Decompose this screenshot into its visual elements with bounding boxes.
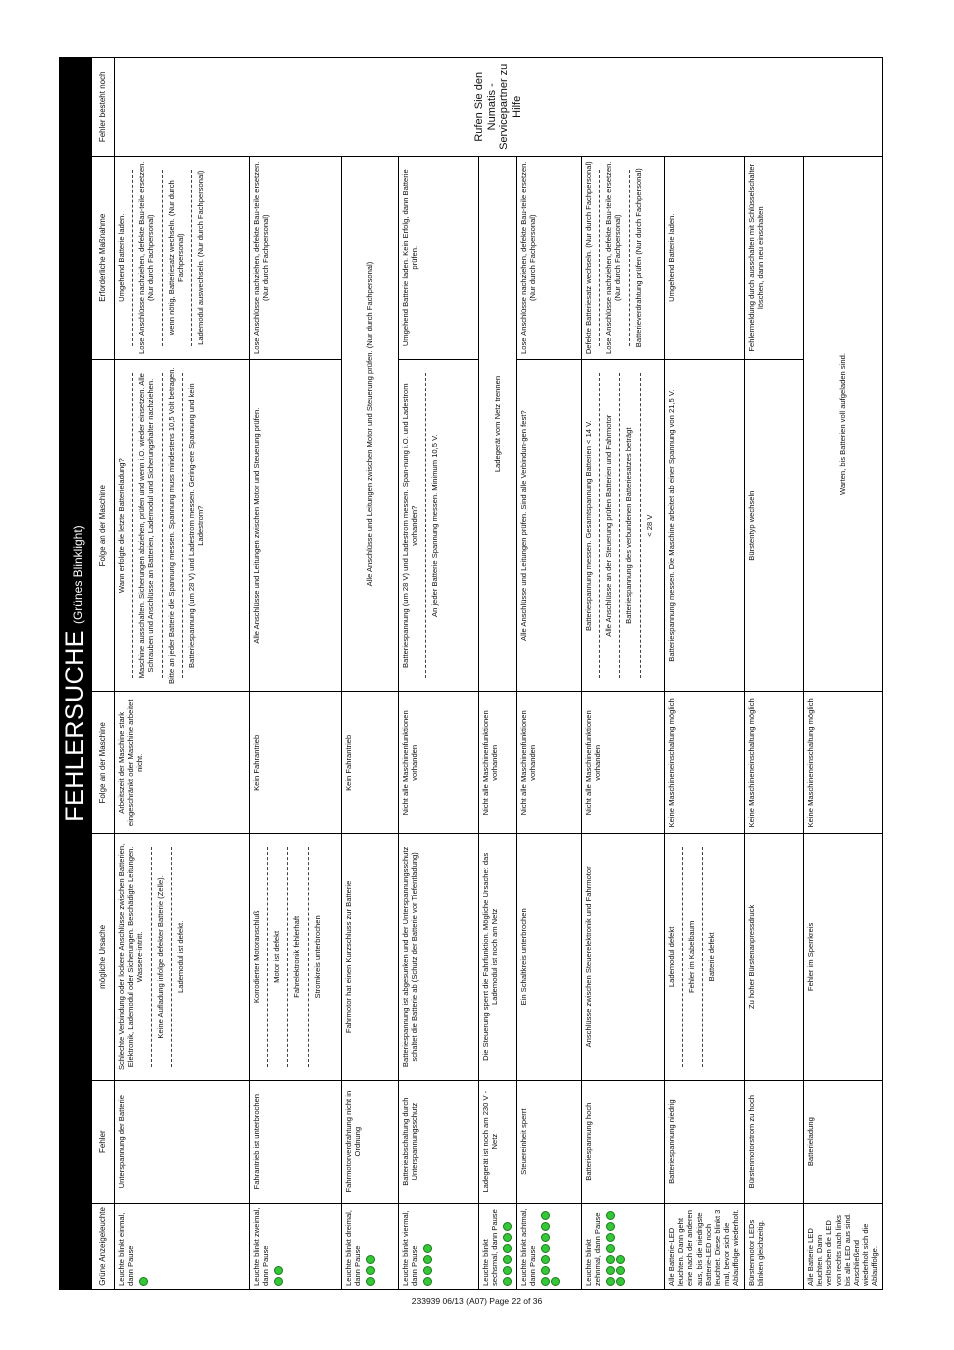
cell-fault: Batterieladung	[804, 1080, 883, 1203]
cause-line: Stromkreis unterbrochen	[312, 915, 322, 999]
cause-line: Korrodierter Motoranschluß	[252, 910, 261, 1004]
cause-line: Fahrelektronik fehlerhaft	[292, 915, 302, 998]
green-led-icon	[503, 1244, 512, 1253]
cell-measure	[517, 156, 582, 359]
led-indicator-group	[606, 1207, 626, 1286]
check-line: Batteriespannung messen. Die Maschine arbeitet ab einer Spannung von 21,5 V.	[667, 389, 676, 662]
cell-check	[250, 359, 342, 692]
cell-cause	[582, 834, 665, 1080]
led-description: Leuchte blinkt zweimal, dann Pause	[252, 1207, 271, 1286]
dashed-separator	[171, 847, 172, 1066]
led-description: Leuchte blinkt zehnmal, dann Pause	[584, 1212, 603, 1286]
green-led-icon	[503, 1266, 512, 1275]
cell-check	[582, 359, 665, 692]
check-line: Wann erfolgte die letzte Batterieladung?	[117, 458, 126, 594]
cell-persists: Rufen Sie den Numatis - Servicepartner zu Hilfe	[115, 58, 883, 157]
cell-measure	[250, 156, 342, 359]
table-row	[804, 58, 883, 1290]
cell-check-measure: Ladegerät vom Netz trennen	[479, 156, 517, 692]
cell-check	[665, 359, 745, 692]
green-led-icon	[606, 1222, 615, 1231]
measure-line: Batterieverdrahtung prüfen (Nur durch Fachpersonal)	[633, 168, 643, 348]
header-led: Grüne Anzeigeleuchte	[92, 1203, 115, 1289]
cell-fault: Bürstenmotorstrom zu hoch	[745, 1080, 804, 1203]
dashed-separator	[629, 170, 630, 346]
green-led-icon	[423, 1266, 432, 1275]
cause-line: Batterie defekt	[707, 932, 717, 982]
cause-line: Ein Schaltkreis unterbrochen	[519, 908, 528, 1006]
cell-led	[804, 1203, 883, 1289]
dashed-separator	[151, 847, 152, 1066]
green-led-icon	[139, 1277, 148, 1286]
cell-consequence: Kein Fahrantrieb	[342, 692, 399, 834]
dashed-separator	[702, 847, 703, 1066]
cell-fault: Batteriespannung hoch	[582, 1080, 665, 1203]
green-led-icon	[423, 1255, 432, 1264]
led-description: Alle Batterie LED leuchten. Dann verlöschen die LED von rechts nach links bis alle LED aus sind. Anschließend wiederholt sich die Ablauffolge.	[806, 1212, 880, 1286]
led-description: Leuchte blinkt einmal, dann Pause	[117, 1212, 136, 1286]
dashed-separator	[308, 847, 309, 1066]
dashed-separator	[640, 373, 641, 679]
check-line: Batteriespannung messen. Gesamtspannung Batterien < 14 V.	[584, 420, 593, 631]
measure-line: wenn nötig, Batteriesatz wechseln. (Nur durch Fachpersonal)	[166, 180, 185, 336]
cell-cause	[342, 834, 399, 1080]
measure-line: Lademodul auswechseln. (Nur durch Fachpersonal)	[196, 170, 206, 345]
page-title: FEHLERSUCHE	[60, 630, 89, 822]
green-led-icon	[606, 1255, 615, 1264]
dashed-separator	[132, 170, 133, 346]
cell-cause	[517, 834, 582, 1080]
cell-led	[745, 1203, 804, 1289]
led-indicator-group	[503, 1207, 513, 1286]
cell-check-measure: Warten, bis Batterien voll aufgeladen sind.	[804, 156, 883, 692]
dashed-separator	[425, 373, 426, 679]
troubleshooting-table	[91, 57, 883, 1290]
green-led-icon	[503, 1233, 512, 1242]
cause-line: Zu hoher Bürstenanpressdruck	[747, 904, 756, 1010]
measure-line: Lose Anschlüsse nachziehen, defekte Bau-teile ersetzen. (Nur durch Fachpersonal)	[137, 161, 156, 354]
cause-line: Die Steuerung sperrt die Fahrfunktion. Mögliche Ursache: das Lademodul ist noch am Netz	[481, 852, 500, 1061]
led-indicator-group	[274, 1207, 284, 1286]
check-line: Bürstentyp wechseln	[747, 490, 756, 561]
header-cause: mögliche Ursache	[92, 834, 115, 1080]
page-footer: 233939 06/13 (A07) Page 22 of 36	[411, 1296, 543, 1306]
green-led-icon	[366, 1255, 375, 1264]
green-led-icon	[274, 1266, 283, 1275]
header-consequence: Folge an der Maschine	[92, 692, 115, 834]
table-body	[115, 58, 883, 1290]
dashed-separator	[267, 847, 268, 1066]
cell-cause	[115, 834, 250, 1080]
cell-fault: Batterieabschaltung durch Unterspannungsschutz	[399, 1080, 479, 1203]
green-led-icon	[541, 1277, 550, 1286]
cell-fault: Ladegerät ist noch am 230 V - Netz	[479, 1080, 517, 1203]
led-indicator-group	[541, 1207, 561, 1286]
cause-line: Fehler im Kabelbaum	[687, 920, 697, 993]
led-description: Leuchte blinkt viermal, dann Pause	[401, 1210, 420, 1286]
table-row	[745, 58, 804, 1290]
check-line: Alle Anschlüsse und Leitungen prüfen. Sind alle Verbindun-gen fest?	[519, 410, 528, 641]
cell-fault: Fahrantrieb ist unterbrochen	[250, 1080, 342, 1203]
table-row	[665, 58, 745, 1290]
dashed-separator	[599, 373, 600, 679]
green-led-icon	[606, 1244, 615, 1253]
green-led-icon	[541, 1266, 550, 1275]
cause-line: Schlechte Verbindung oder lockere Anschlüsse zwischen Batterien, Elektronik, Lademodul oder Sicherungen. Beschädigte Leitungen. Wassere-intritt.	[117, 843, 145, 1071]
cell-cause	[745, 834, 804, 1080]
dashed-separator	[619, 373, 620, 679]
measure-line: Lose Anschlüsse nachziehen, defekte Bau-teile ersetzen. (Nur durch Fachpersonal)	[252, 161, 271, 354]
led-indicator-group	[423, 1207, 433, 1286]
cell-cause	[399, 834, 479, 1080]
cause-line: Lademodul defekt	[667, 926, 676, 988]
header-check: Folge an der Maschine	[92, 359, 115, 692]
cause-line: Fehler im Sperrkreis	[806, 922, 815, 992]
green-led-icon	[606, 1211, 615, 1220]
green-led-icon	[541, 1222, 550, 1231]
cell-check	[115, 359, 250, 692]
table-row	[479, 58, 517, 1290]
green-led-icon	[366, 1266, 375, 1275]
check-line: An jeder Batterie Spannung messen. Minimum 10,5 V.	[430, 434, 440, 617]
cell-consequence: Kein Fahrantrieb	[250, 692, 342, 834]
measure-line: Fehlermeldung durch ausschalten mit Schlüsselschalter löschen, dann neu einschalten	[747, 163, 766, 352]
header-row	[92, 58, 115, 1290]
green-led-icon	[551, 1277, 560, 1286]
cell-check-measure: Alle Anschlüsse und Leitungen zwischen Motor und Steuerung prüfen. (Nur durch Fachpersonal)	[342, 156, 399, 692]
cell-led	[115, 1203, 250, 1289]
dashed-separator	[191, 170, 192, 346]
cell-cause	[665, 834, 745, 1080]
cell-led	[250, 1203, 342, 1289]
dashed-separator	[162, 373, 163, 679]
check-line: Alle Anschlüsse an der Steuerung prüfen Batterien und Fahrmotor	[604, 414, 614, 637]
led-indicator-group	[139, 1207, 149, 1286]
green-led-icon	[606, 1277, 615, 1286]
cell-consequence: Nicht alle Maschinenfunktionen vorhanden	[582, 692, 665, 834]
title-bar	[59, 57, 91, 1290]
green-led-icon	[606, 1266, 615, 1275]
dashed-separator	[599, 170, 600, 346]
cell-check	[745, 359, 804, 692]
green-led-icon	[541, 1255, 550, 1264]
cause-line: Fahrmotor hat einen Kurzschluss zur Batterie	[344, 880, 353, 1034]
measure-line: Umgehend Batterie laden. Kein Erfolg, dann Batterie prüfen.	[401, 169, 420, 347]
green-led-icon	[616, 1266, 625, 1275]
led-description: Bürstenmotor LEDs blinken gleichzeitig.	[747, 1219, 766, 1286]
cell-cause	[250, 834, 342, 1080]
cell-led	[342, 1203, 399, 1289]
dashed-separator	[682, 847, 683, 1066]
led-indicator-group	[366, 1207, 376, 1286]
page-subtitle: (Grünes Blinklight)	[71, 525, 85, 625]
green-led-icon	[423, 1244, 432, 1253]
cell-measure	[745, 156, 804, 359]
cell-check	[517, 359, 582, 692]
check-line: Alle Anschlüsse und Leitungen zwischen Motor und Steuerung prüfen.	[252, 407, 261, 644]
green-led-icon	[541, 1211, 550, 1220]
cell-consequence: Nicht alle Maschinenfunktionen vorhanden	[399, 692, 479, 834]
cause-line: Lademodul ist defekt.	[175, 920, 185, 993]
check-line: < 28 V	[644, 514, 654, 537]
measure-line: Lose Anschlüsse nachziehen, defekte Bau-teile ersetzen. (Nur durch Fachpersonal)	[519, 161, 538, 354]
dashed-separator	[162, 170, 163, 346]
cell-fault: Fahrmotorverdrahtung nicht in Ordnung	[342, 1080, 399, 1203]
dashed-separator	[287, 847, 288, 1066]
table-row	[517, 58, 582, 1290]
check-line: Batteriespannung (um 28 V) und Ladestrom messen. Span-nung i.O. und Ladestrom vorhanden?	[401, 383, 420, 668]
cell-consequence: Keine Maschineneinschaltung möglich	[745, 692, 804, 834]
cell-led	[479, 1203, 517, 1289]
cell-measure	[582, 156, 665, 359]
cell-led	[399, 1203, 479, 1289]
green-led-icon	[423, 1277, 432, 1286]
check-line: Batteriespannung des verbundenen Batteriesatzes beträgt	[624, 427, 634, 624]
cell-fault: Unterspannung der Batterie	[115, 1080, 250, 1203]
check-line: Maschine ausschalten. Sicherungen abziehen, prüfen und wenn i.O. wieder einsetzen. Alle Schrauben und Anschlüsse an Batterien, Lademodul und Sicherungshalter nachziehen.	[137, 373, 156, 679]
table-row	[582, 58, 665, 1290]
check-line: Bitte an jeder Batterie die Spannung messen. Spannung muss mindestens 10,5 Volt betragen.	[166, 367, 176, 684]
dashed-separator	[182, 373, 183, 679]
cell-check	[399, 359, 479, 692]
cell-measure	[399, 156, 479, 359]
led-description: Leuchte blinkt sechsmal, dann Pause	[481, 1209, 500, 1286]
table-row	[342, 58, 399, 1290]
troubleshooting-page	[59, 57, 880, 1290]
cause-line: Anschlüsse zwischen Steuerelektronik und Fahrmotor	[584, 866, 593, 1048]
measure-line: Umgehend Batterie laden.	[667, 213, 676, 302]
led-description: Leuchte blinkt achtmal, dann Pause	[519, 1208, 538, 1286]
led-description: Alle Batterie-LED leuchten. Dann geht eine nach der anderen aus, bis die niedrigste Batterie-LED noch leuchtet. Diese blinkt 3 mal, bevor sich die Ablauffolge wiederholt.	[667, 1209, 741, 1286]
cause-line: Keine Aufladung infolge defekter Batterie (Zelle).	[155, 875, 165, 1039]
cell-led	[665, 1203, 745, 1289]
cell-measure	[665, 156, 745, 359]
cell-consequence: Keine Maschineneinschaltung möglich	[804, 692, 883, 834]
green-led-icon	[606, 1233, 615, 1242]
cell-fault: Batteriespannung niedrig	[665, 1080, 745, 1203]
check-line: Batteriespannung (um 28 V) und Ladestrom messen. Gering-ere Spannung und kein Ladestrom?	[186, 383, 206, 668]
cell-cause	[804, 834, 883, 1080]
cell-led	[517, 1203, 582, 1289]
cell-consequence: Keine Maschineneinschaltung möglich	[665, 692, 745, 834]
measure-line: Umgehend Batterie laden.	[117, 213, 126, 302]
green-led-icon	[616, 1277, 625, 1286]
table-row	[115, 58, 250, 1290]
cause-line: Batteriespannung ist abgesunken und der Unterspannungsschutz schaltet die Batterie ab (Schutz der Batterie vor Tiefentladung)	[401, 846, 420, 1068]
cause-line: Motor ist defekt	[272, 930, 282, 983]
green-led-icon	[616, 1255, 625, 1264]
green-led-icon	[541, 1244, 550, 1253]
green-led-icon	[274, 1277, 283, 1286]
rotated-sheet	[59, 57, 880, 1290]
cell-fault: Steuereinheit sperrt	[517, 1080, 582, 1203]
table-row	[399, 58, 479, 1290]
green-led-icon	[503, 1277, 512, 1286]
green-led-icon	[366, 1277, 375, 1286]
green-led-icon	[541, 1233, 550, 1242]
cell-cause	[479, 834, 517, 1080]
cell-measure	[115, 156, 250, 359]
cell-led	[582, 1203, 665, 1289]
cell-consequence: Nicht alle Maschinenfunktionen vorhanden	[479, 692, 517, 834]
dashed-separator	[132, 373, 133, 679]
led-description: Leuchte blinkt dreimal, dann Pause	[344, 1210, 363, 1286]
measure-line: Defekte Batteriesatz wechseln. (Nur durch Fachpersonal)	[584, 161, 593, 355]
measure-line: Lose Anschlüsse nachziehen, defekte Bau-teile ersetzen. (Nur durch Fachpersonal)	[604, 161, 623, 354]
header-measure: Erforderliche Maßnahme	[92, 156, 115, 359]
green-led-icon	[503, 1222, 512, 1231]
cell-consequence: Arbeitszeit der Maschine stark eingeschränkt oder Maschine arbeitet nicht.	[115, 692, 250, 834]
table-row	[250, 58, 342, 1290]
cell-consequence: Nicht alle Maschinenfunktionen vorhanden	[517, 692, 582, 834]
header-persists: Fehler besteht noch	[92, 58, 115, 157]
header-fault: Fehler	[92, 1080, 115, 1203]
green-led-icon	[503, 1255, 512, 1264]
